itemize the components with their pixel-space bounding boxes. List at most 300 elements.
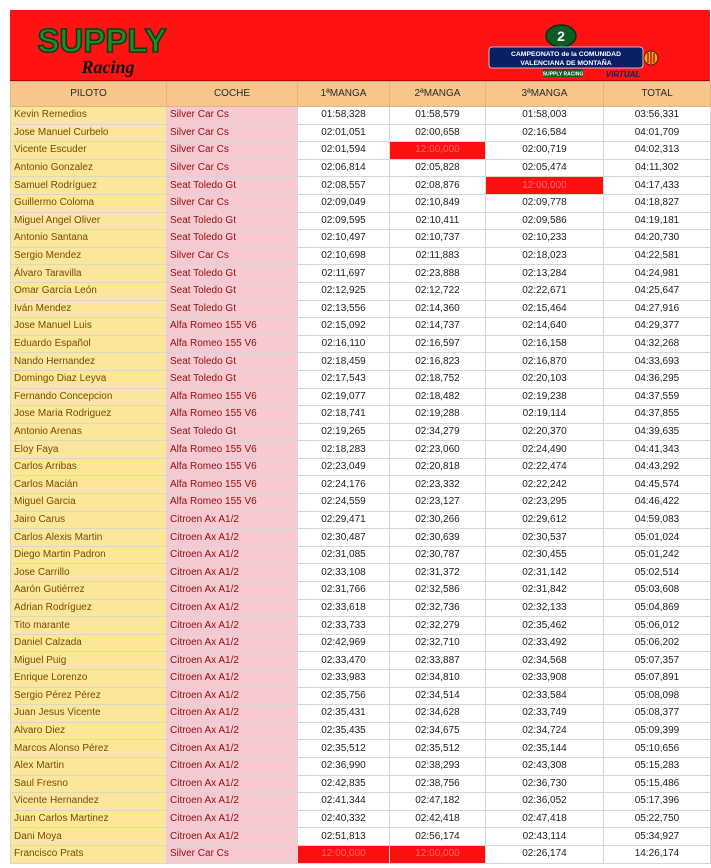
pilot-name: Jose Maria Rodriguez — [11, 406, 167, 424]
manga-1-time: 02:16,110 — [298, 335, 390, 353]
manga-3-time: 02:19,238 — [486, 388, 604, 406]
results-table — [10, 81, 711, 864]
total-time: 05:02,514 — [604, 564, 711, 582]
manga-1-time: 02:18,459 — [298, 353, 390, 371]
table-row — [11, 230, 711, 248]
total-time: 05:34,927 — [604, 828, 711, 846]
manga-1-time: 02:18,741 — [298, 406, 390, 424]
manga-1-time: 02:31,766 — [298, 582, 390, 600]
logo-line-3: VIRTUAL — [605, 70, 641, 79]
pilot-name: Eduardo Español — [11, 335, 167, 353]
manga-3-time: 02:22,671 — [486, 282, 604, 300]
car-name: Silver Car Cs — [167, 142, 298, 160]
manga-2-time: 02:10,411 — [390, 212, 486, 230]
total-time: 04:19,181 — [604, 212, 711, 230]
manga-2-time: 02:00,658 — [390, 124, 486, 142]
manga-2-time: 02:18,752 — [390, 370, 486, 388]
total-time: 05:01,242 — [604, 546, 711, 564]
pilot-name: Sergio Pérez Pérez — [11, 687, 167, 705]
manga-3-time: 02:10,233 — [486, 230, 604, 248]
table-header-row — [11, 82, 711, 107]
total-time: 05:03,608 — [604, 582, 711, 600]
manga-1-time: 02:35,431 — [298, 705, 390, 723]
table-row — [11, 757, 711, 775]
manga-1-time: 02:33,618 — [298, 599, 390, 617]
total-time: 05:09,399 — [604, 722, 711, 740]
manga-1-time: 02:23,049 — [298, 458, 390, 476]
manga-2-time: 02:10,737 — [390, 230, 486, 248]
pilot-name: Kevin Remedios — [11, 107, 167, 125]
total-time: 04:59,083 — [604, 511, 711, 529]
total-time: 05:08,377 — [604, 705, 711, 723]
manga-2-time: 02:32,710 — [390, 634, 486, 652]
car-name: Seat Toledo Gt — [167, 370, 298, 388]
column-header-coche: COCHE — [167, 82, 298, 107]
manga-1-time: 02:19,265 — [298, 423, 390, 441]
manga-2-time: 02:23,332 — [390, 476, 486, 494]
table-row — [11, 564, 711, 582]
car-name: Alfa Romeo 155 V6 — [167, 476, 298, 494]
car-name: Alfa Romeo 155 V6 — [167, 458, 298, 476]
manga-3-time: 02:30,537 — [486, 529, 604, 547]
total-time: 04:02,313 — [604, 142, 711, 160]
table-row — [11, 282, 711, 300]
table-row — [11, 177, 711, 195]
manga-3-time: 02:16,870 — [486, 353, 604, 371]
table-row — [11, 511, 711, 529]
car-name: Alfa Romeo 155 V6 — [167, 388, 298, 406]
pilot-name: Eloy Faya — [11, 441, 167, 459]
column-header-manga-2: 2ªMANGA — [390, 82, 486, 107]
manga-3-time: 02:36,730 — [486, 775, 604, 793]
manga-3-time: 02:09,778 — [486, 194, 604, 212]
total-time: 05:10,656 — [604, 740, 711, 758]
car-name: Alfa Romeo 155 V6 — [167, 441, 298, 459]
manga-2-time: 02:34,628 — [390, 705, 486, 723]
table-row — [11, 458, 711, 476]
pilot-name: Diego Martin Padron — [11, 546, 167, 564]
manga-1-time: 02:09,049 — [298, 194, 390, 212]
pilot-name: Domingo Diaz Leyva — [11, 370, 167, 388]
manga-1-time: 02:33,108 — [298, 564, 390, 582]
manga-2-time: 02:32,279 — [390, 617, 486, 635]
table-row — [11, 670, 711, 688]
pilot-name: Jose Manuel Luis — [11, 318, 167, 336]
manga-2-time: 12:00,000 — [390, 142, 486, 160]
table-row — [11, 546, 711, 564]
manga-3-time: 02:35,144 — [486, 740, 604, 758]
manga-2-time: 02:47,182 — [390, 793, 486, 811]
pilot-name: Saul Fresno — [11, 775, 167, 793]
manga-2-time: 02:23,060 — [390, 441, 486, 459]
table-row — [11, 652, 711, 670]
manga-2-time: 02:05,828 — [390, 159, 486, 177]
manga-3-time: 02:43,114 — [486, 828, 604, 846]
pilot-name: Omar García León — [11, 282, 167, 300]
pilot-name: Carlos Alexis Martin — [11, 529, 167, 547]
manga-1-time: 02:08,557 — [298, 177, 390, 195]
total-time: 04:46,422 — [604, 494, 711, 512]
table-row — [11, 476, 711, 494]
manga-2-time: 02:19,288 — [390, 406, 486, 424]
total-time: 04:11,302 — [604, 159, 711, 177]
total-time: 14:26,174 — [604, 845, 711, 863]
pilot-name: Alvaro Diez — [11, 722, 167, 740]
total-time: 04:39,635 — [604, 423, 711, 441]
manga-3-time: 02:22,242 — [486, 476, 604, 494]
total-time: 05:15,283 — [604, 757, 711, 775]
pilot-name: Enrique Lorenzo — [11, 670, 167, 688]
total-time: 05:04,869 — [604, 599, 711, 617]
table-row — [11, 828, 711, 846]
pilot-name: Álvaro Taravilla — [11, 265, 167, 283]
logo-badge-text: SUPPLY RACING — [542, 71, 584, 78]
car-name: Citroen Ax A1/2 — [167, 828, 298, 846]
table-row — [11, 335, 711, 353]
total-time: 05:01,024 — [604, 529, 711, 547]
car-name: Alfa Romeo 155 V6 — [167, 494, 298, 512]
pilot-name: Alex Martin — [11, 757, 167, 775]
table-row — [11, 582, 711, 600]
car-name: Citroen Ax A1/2 — [167, 599, 298, 617]
manga-3-time: 02:20,370 — [486, 423, 604, 441]
column-header-manga-3: 3ªMANGA — [486, 82, 604, 107]
table-row — [11, 740, 711, 758]
car-name: Seat Toledo Gt — [167, 230, 298, 248]
manga-2-time: 02:34,514 — [390, 687, 486, 705]
total-time: 04:27,916 — [604, 300, 711, 318]
manga-3-time: 02:22,474 — [486, 458, 604, 476]
car-name: Citroen Ax A1/2 — [167, 529, 298, 547]
table-row — [11, 793, 711, 811]
manga-1-time: 02:24,559 — [298, 494, 390, 512]
manga-1-time: 02:19,077 — [298, 388, 390, 406]
total-time: 05:22,750 — [604, 810, 711, 828]
total-time: 03:56,331 — [604, 107, 711, 125]
column-header-piloto: PILOTO — [11, 82, 167, 107]
manga-3-time: 02:31,842 — [486, 582, 604, 600]
pilot-name: Vicente Escuder — [11, 142, 167, 160]
car-name: Silver Car Cs — [167, 124, 298, 142]
pilot-name: Jose Manuel Curbelo — [11, 124, 167, 142]
manga-3-time: 02:30,455 — [486, 546, 604, 564]
manga-3-time: 02:05,474 — [486, 159, 604, 177]
total-time: 04:33,693 — [604, 353, 711, 371]
table-row — [11, 810, 711, 828]
manga-2-time: 01:58,579 — [390, 107, 486, 125]
manga-2-time: 02:23,888 — [390, 265, 486, 283]
total-time: 04:29,377 — [604, 318, 711, 336]
car-name: Citroen Ax A1/2 — [167, 687, 298, 705]
total-time: 05:06,012 — [604, 617, 711, 635]
pilot-name: Antonio Arenas — [11, 423, 167, 441]
car-name: Citroen Ax A1/2 — [167, 564, 298, 582]
total-time: 04:01,709 — [604, 124, 711, 142]
manga-3-time: 02:00,719 — [486, 142, 604, 160]
table-row — [11, 722, 711, 740]
table-row — [11, 775, 711, 793]
total-time: 04:37,855 — [604, 406, 711, 424]
manga-2-time: 02:18,482 — [390, 388, 486, 406]
manga-3-time: 02:19,114 — [486, 406, 604, 424]
manga-3-time: 02:32,133 — [486, 599, 604, 617]
manga-1-time: 02:35,435 — [298, 722, 390, 740]
total-time: 05:06,202 — [604, 634, 711, 652]
manga-1-time: 02:12,925 — [298, 282, 390, 300]
manga-2-time: 02:42,418 — [390, 810, 486, 828]
pilot-name: Antonio Gonzalez — [11, 159, 167, 177]
manga-3-time: 02:26,174 — [486, 845, 604, 863]
table-row — [11, 634, 711, 652]
total-time: 04:24,981 — [604, 265, 711, 283]
pilot-name: Jose Carrillo — [11, 564, 167, 582]
manga-1-time: 02:09,595 — [298, 212, 390, 230]
manga-2-time: 02:30,639 — [390, 529, 486, 547]
table-row — [11, 423, 711, 441]
pilot-name: Antonio Santana — [11, 230, 167, 248]
car-name: Seat Toledo Gt — [167, 423, 298, 441]
table-row — [11, 107, 711, 125]
manga-3-time: 02:20,103 — [486, 370, 604, 388]
car-name: Citroen Ax A1/2 — [167, 670, 298, 688]
header-banner — [10, 10, 710, 81]
car-name: Citroen Ax A1/2 — [167, 546, 298, 564]
manga-2-time: 02:34,279 — [390, 423, 486, 441]
manga-3-time: 02:33,908 — [486, 670, 604, 688]
manga-1-time: 02:51,813 — [298, 828, 390, 846]
car-name: Seat Toledo Gt — [167, 212, 298, 230]
manga-1-time: 02:15,092 — [298, 318, 390, 336]
car-name: Silver Car Cs — [167, 194, 298, 212]
car-name: Citroen Ax A1/2 — [167, 810, 298, 828]
total-time: 04:43,292 — [604, 458, 711, 476]
total-time: 04:36,295 — [604, 370, 711, 388]
manga-1-time: 02:13,556 — [298, 300, 390, 318]
total-time: 04:25,647 — [604, 282, 711, 300]
manga-2-time: 02:38,293 — [390, 757, 486, 775]
column-header-total: TOTAL — [604, 82, 711, 107]
pilot-name: Dani Moya — [11, 828, 167, 846]
manga-3-time: 02:09,586 — [486, 212, 604, 230]
table-row — [11, 194, 711, 212]
manga-1-time: 02:42,969 — [298, 634, 390, 652]
total-time: 05:07,891 — [604, 670, 711, 688]
manga-1-time: 02:01,594 — [298, 142, 390, 160]
manga-1-time: 02:36,990 — [298, 757, 390, 775]
manga-3-time: 02:15,464 — [486, 300, 604, 318]
total-time: 04:41,343 — [604, 441, 711, 459]
pilot-name: Aarón Gutiérrez — [11, 582, 167, 600]
pilot-name: Francisco Prats — [11, 845, 167, 863]
pilot-name: Adrian Rodríguez — [11, 599, 167, 617]
manga-2-time: 02:10,849 — [390, 194, 486, 212]
manga-1-time: 02:18,283 — [298, 441, 390, 459]
manga-2-time: 02:31,372 — [390, 564, 486, 582]
manga-2-time: 02:35,512 — [390, 740, 486, 758]
table-row — [11, 599, 711, 617]
table-row — [11, 441, 711, 459]
manga-1-time: 02:35,756 — [298, 687, 390, 705]
car-name: Silver Car Cs — [167, 845, 298, 863]
logo-number: 2 — [557, 28, 565, 44]
pilot-name: Nando Hernandez — [11, 353, 167, 371]
championship-logo — [485, 24, 665, 80]
pilot-name: Juan Carlos Martinez — [11, 810, 167, 828]
pilot-name: Miguel Puig — [11, 652, 167, 670]
manga-2-time: 02:16,823 — [390, 353, 486, 371]
total-time: 04:37,559 — [604, 388, 711, 406]
total-time: 04:18,827 — [604, 194, 711, 212]
manga-2-time: 02:08,876 — [390, 177, 486, 195]
car-name: Alfa Romeo 155 V6 — [167, 406, 298, 424]
manga-3-time: 02:18,023 — [486, 247, 604, 265]
car-name: Citroen Ax A1/2 — [167, 757, 298, 775]
manga-2-time: 02:56,174 — [390, 828, 486, 846]
total-time: 05:15,486 — [604, 775, 711, 793]
total-time: 04:20,730 — [604, 230, 711, 248]
car-name: Citroen Ax A1/2 — [167, 634, 298, 652]
manga-3-time: 02:14,640 — [486, 318, 604, 336]
manga-3-time: 02:43,308 — [486, 757, 604, 775]
manga-1-time: 02:24,176 — [298, 476, 390, 494]
car-name: Citroen Ax A1/2 — [167, 652, 298, 670]
car-name: Alfa Romeo 155 V6 — [167, 318, 298, 336]
manga-1-time: 02:40,332 — [298, 810, 390, 828]
manga-2-time: 02:14,360 — [390, 300, 486, 318]
pilot-name: Miguel Angel Oliver — [11, 212, 167, 230]
table-row — [11, 529, 711, 547]
manga-3-time: 12:00,000 — [486, 177, 604, 195]
manga-1-time: 02:41,344 — [298, 793, 390, 811]
manga-3-time: 02:31,142 — [486, 564, 604, 582]
pilot-name: Samuel Rodríguez — [11, 177, 167, 195]
manga-3-time: 02:33,749 — [486, 705, 604, 723]
manga-2-time: 02:30,787 — [390, 546, 486, 564]
total-time: 04:22,581 — [604, 247, 711, 265]
pilot-name: Iván Mendez — [11, 300, 167, 318]
table-row — [11, 124, 711, 142]
manga-2-time: 02:30,266 — [390, 511, 486, 529]
column-header-manga-1: 1ªMANGA — [298, 82, 390, 107]
pilot-name: Marcos Alonso Pérez — [11, 740, 167, 758]
manga-3-time: 02:29,612 — [486, 511, 604, 529]
manga-1-time: 02:17,543 — [298, 370, 390, 388]
car-name: Citroen Ax A1/2 — [167, 582, 298, 600]
manga-2-time: 02:14,737 — [390, 318, 486, 336]
manga-2-time: 02:33,887 — [390, 652, 486, 670]
manga-2-time: 02:12,722 — [390, 282, 486, 300]
manga-1-time: 02:42,835 — [298, 775, 390, 793]
manga-2-time: 02:38,756 — [390, 775, 486, 793]
manga-1-time: 02:33,983 — [298, 670, 390, 688]
pilot-name: Carlos Macián — [11, 476, 167, 494]
manga-2-time: 02:16,597 — [390, 335, 486, 353]
manga-2-time: 02:34,810 — [390, 670, 486, 688]
table-row — [11, 388, 711, 406]
car-name: Seat Toledo Gt — [167, 177, 298, 195]
car-name: Seat Toledo Gt — [167, 282, 298, 300]
table-row — [11, 247, 711, 265]
table-row — [11, 406, 711, 424]
manga-2-time: 02:23,127 — [390, 494, 486, 512]
car-name: Citroen Ax A1/2 — [167, 775, 298, 793]
total-time: 04:32,268 — [604, 335, 711, 353]
manga-3-time: 02:34,568 — [486, 652, 604, 670]
manga-2-time: 02:32,736 — [390, 599, 486, 617]
table-row — [11, 617, 711, 635]
table-row — [11, 142, 711, 160]
logo-supply-text: SUPPLY — [37, 22, 167, 59]
total-time: 04:45,574 — [604, 476, 711, 494]
manga-3-time: 02:34,724 — [486, 722, 604, 740]
car-name: Silver Car Cs — [167, 159, 298, 177]
car-name: Seat Toledo Gt — [167, 265, 298, 283]
pilot-name: Vicente Hernandez — [11, 793, 167, 811]
manga-3-time: 01:58,003 — [486, 107, 604, 125]
car-name: Seat Toledo Gt — [167, 300, 298, 318]
manga-3-time: 02:23,295 — [486, 494, 604, 512]
manga-3-time: 02:13,284 — [486, 265, 604, 283]
pilot-name: Miguel Garcia — [11, 494, 167, 512]
table-row — [11, 318, 711, 336]
manga-1-time: 02:29,471 — [298, 511, 390, 529]
manga-1-time: 02:35,512 — [298, 740, 390, 758]
car-name: Citroen Ax A1/2 — [167, 705, 298, 723]
manga-3-time: 02:35,462 — [486, 617, 604, 635]
car-name: Seat Toledo Gt — [167, 353, 298, 371]
table-row — [11, 370, 711, 388]
manga-2-time: 02:11,883 — [390, 247, 486, 265]
manga-1-time: 02:10,497 — [298, 230, 390, 248]
manga-3-time: 02:33,584 — [486, 687, 604, 705]
manga-2-time: 02:34,675 — [390, 722, 486, 740]
manga-1-time: 02:33,470 — [298, 652, 390, 670]
manga-3-time: 02:24,490 — [486, 441, 604, 459]
total-time: 05:17,396 — [604, 793, 711, 811]
manga-1-time: 02:11,697 — [298, 265, 390, 283]
manga-2-time: 12:00,000 — [390, 845, 486, 863]
manga-3-time: 02:16,158 — [486, 335, 604, 353]
pilot-name: Carlos Arribas — [11, 458, 167, 476]
manga-1-time: 12:00,000 — [298, 845, 390, 863]
table-row — [11, 159, 711, 177]
table-row — [11, 494, 711, 512]
table-row — [11, 265, 711, 283]
logo-line-2: VALENCIANA DE MONTAÑA — [520, 60, 612, 67]
logo-line-1: CAMPEONATO de la COMUNIDAD — [510, 51, 622, 58]
manga-3-time: 02:47,418 — [486, 810, 604, 828]
pilot-name: Jairo Carus — [11, 511, 167, 529]
table-row — [11, 687, 711, 705]
manga-3-time: 02:33,492 — [486, 634, 604, 652]
pilot-name: Juan Jesus Vicente — [11, 705, 167, 723]
car-name: Silver Car Cs — [167, 247, 298, 265]
car-name: Citroen Ax A1/2 — [167, 740, 298, 758]
pilot-name: Tito marante — [11, 617, 167, 635]
car-name: Citroen Ax A1/2 — [167, 793, 298, 811]
table-row — [11, 212, 711, 230]
supply-racing-logo — [37, 18, 167, 78]
manga-1-time: 02:10,698 — [298, 247, 390, 265]
total-time: 04:17,433 — [604, 177, 711, 195]
car-name: Citroen Ax A1/2 — [167, 511, 298, 529]
pilot-name: Sergio Mendez — [11, 247, 167, 265]
manga-1-time: 02:01,051 — [298, 124, 390, 142]
manga-1-time: 02:33,733 — [298, 617, 390, 635]
manga-3-time: 02:16,584 — [486, 124, 604, 142]
pilot-name: Fernando Concepcion — [11, 388, 167, 406]
car-name: Alfa Romeo 155 V6 — [167, 335, 298, 353]
